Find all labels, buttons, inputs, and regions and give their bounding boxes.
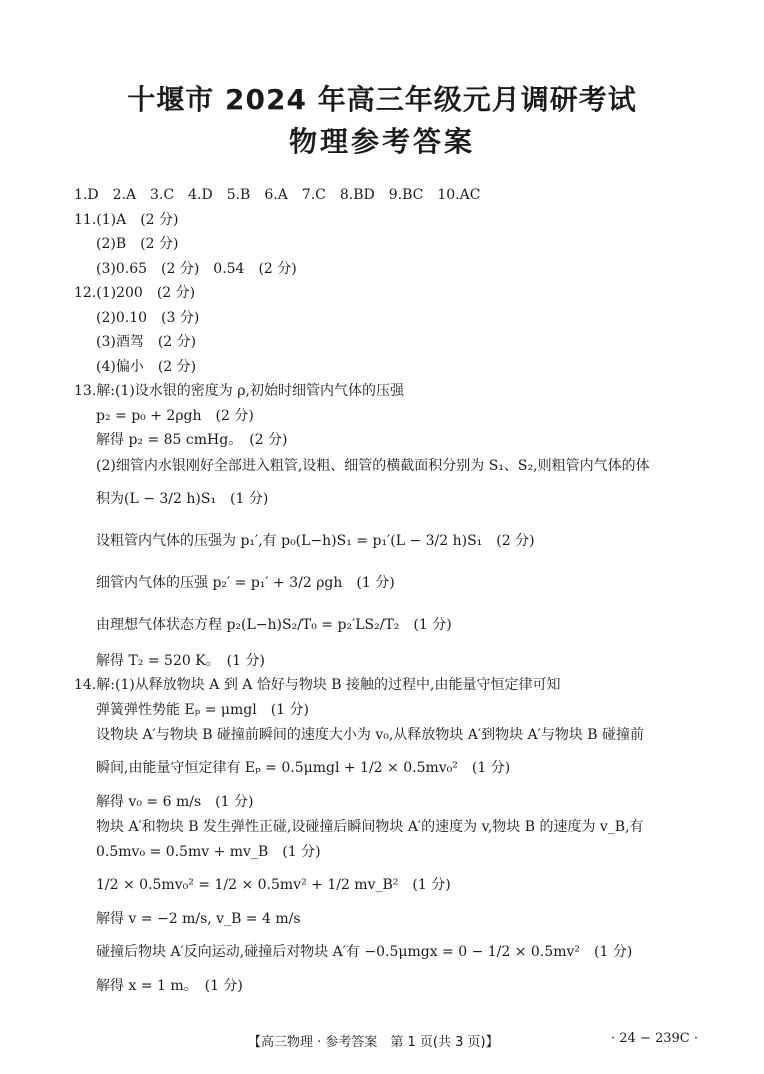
q14-intro: 14.解:(1)从释放物块 A 到 A 恰好与物块 B 接触的过程中,由能量守恒定律可知 — [74, 677, 561, 693]
document-code: · 24 − 239C · — [611, 1031, 698, 1046]
q13-intro: 13.解:(1)设水银的密度为 ρ,初始时细管内气体的压强 — [74, 383, 404, 399]
page-footer: 【高三物理 · 参考答案 第 1 页(共 3 页)】 — [248, 1035, 499, 1050]
q13-part2-intro: (2)细管内水银刚好全部进入粗管,设粗、细管的横截面积分别为 S₁、S₂,则粗管内气体的体 — [96, 458, 650, 474]
q12-part1: 12.(1)200 (2 分) — [74, 285, 196, 301]
q13-result2: 解得 T₂ = 520 K。 (1 分) — [96, 653, 265, 669]
q14-distance-result: 解得 x = 1 m。 (1 分) — [96, 978, 243, 994]
q14-elastic-energy: 弹簧弹性势能 Eₚ = μmgl (1 分) — [96, 702, 309, 718]
q14-momentum-equation: 0.5mv₀ = 0.5mv + mv_B (1 分) — [96, 844, 321, 860]
q13-eq1: p₂ = p₀ + 2ρgh (2 分) — [96, 408, 254, 424]
q13-volume-expression: 积为(L − 3/2 h)S₁ (1 分) — [96, 491, 269, 507]
q14-velocities-result: 解得 v = −2 m/s, v_B = 4 m/s — [96, 911, 301, 927]
q11-part3: (3)0.65 (2 分) 0.54 (2 分) — [96, 261, 297, 277]
q14-energy-conservation: 1/2 × 0.5mv₀² = 1/2 × 0.5mv² + 1/2 mv_B² (1 分) — [96, 877, 451, 893]
q11-part1: 11.(1)A (2 分) — [74, 212, 179, 228]
q12-part4: (4)偏小 (2 分) — [96, 359, 197, 375]
exam-title: 十堰市 2024 年高三年级元月调研考试 — [127, 83, 637, 116]
q11-part2: (2)B (2 分) — [96, 236, 179, 252]
q12-part3: (3)酒驾 (2 分) — [96, 334, 197, 350]
mc-answers-line: 1.D 2.A 3.C 4.D 5.B 6.A 7.C 8.BD 9.BC 10.AC — [74, 187, 481, 203]
q13-gas-law-equation: 由理想气体状态方程 p₂(L−h)S₂/T₀ = p₂′LS₂/T₂ (1 分) — [96, 617, 452, 633]
q14-energy-equation: 瞬间,由能量守恒定律有 Eₚ = 0.5μmgl + 1/2 × 0.5mv₀² (1 分) — [96, 760, 511, 776]
q13-pressure-equation: 设粗管内气体的压强为 p₁′,有 p₀(L−h)S₁ = p₁′(L − 3/2 h)S₁ (2 分) — [96, 533, 535, 549]
q14-setup: 设物块 A′与物块 B 碰撞前瞬间的速度大小为 v₀,从释放物块 A′到物块 A′与物块 B 碰撞前 — [96, 727, 645, 743]
answer-key-title: 物理参考答案 — [288, 125, 475, 158]
q14-collision-setup: 物块 A′和物块 B 发生弹性正碰,设碰撞后瞬间物块 A′的速度为 v,物块 B 的速度为 v_B,有 — [96, 819, 644, 835]
q12-part2: (2)0.10 (3 分) — [96, 310, 200, 326]
q14-reverse-motion: 碰撞后物块 A′反向运动,碰撞后对物块 A′有 −0.5μmgx = 0 − 1/2 × 0.5mv² (1 分) — [96, 944, 633, 960]
q13-thin-tube-pressure: 细管内气体的压强 p₂′ = p₁′ + 3/2 ρgh (1 分) — [96, 575, 395, 591]
q14-velocity-result: 解得 v₀ = 6 m/s (1 分) — [96, 794, 254, 810]
q13-result1: 解得 p₂ = 85 cmHg。 (2 分) — [96, 432, 288, 448]
